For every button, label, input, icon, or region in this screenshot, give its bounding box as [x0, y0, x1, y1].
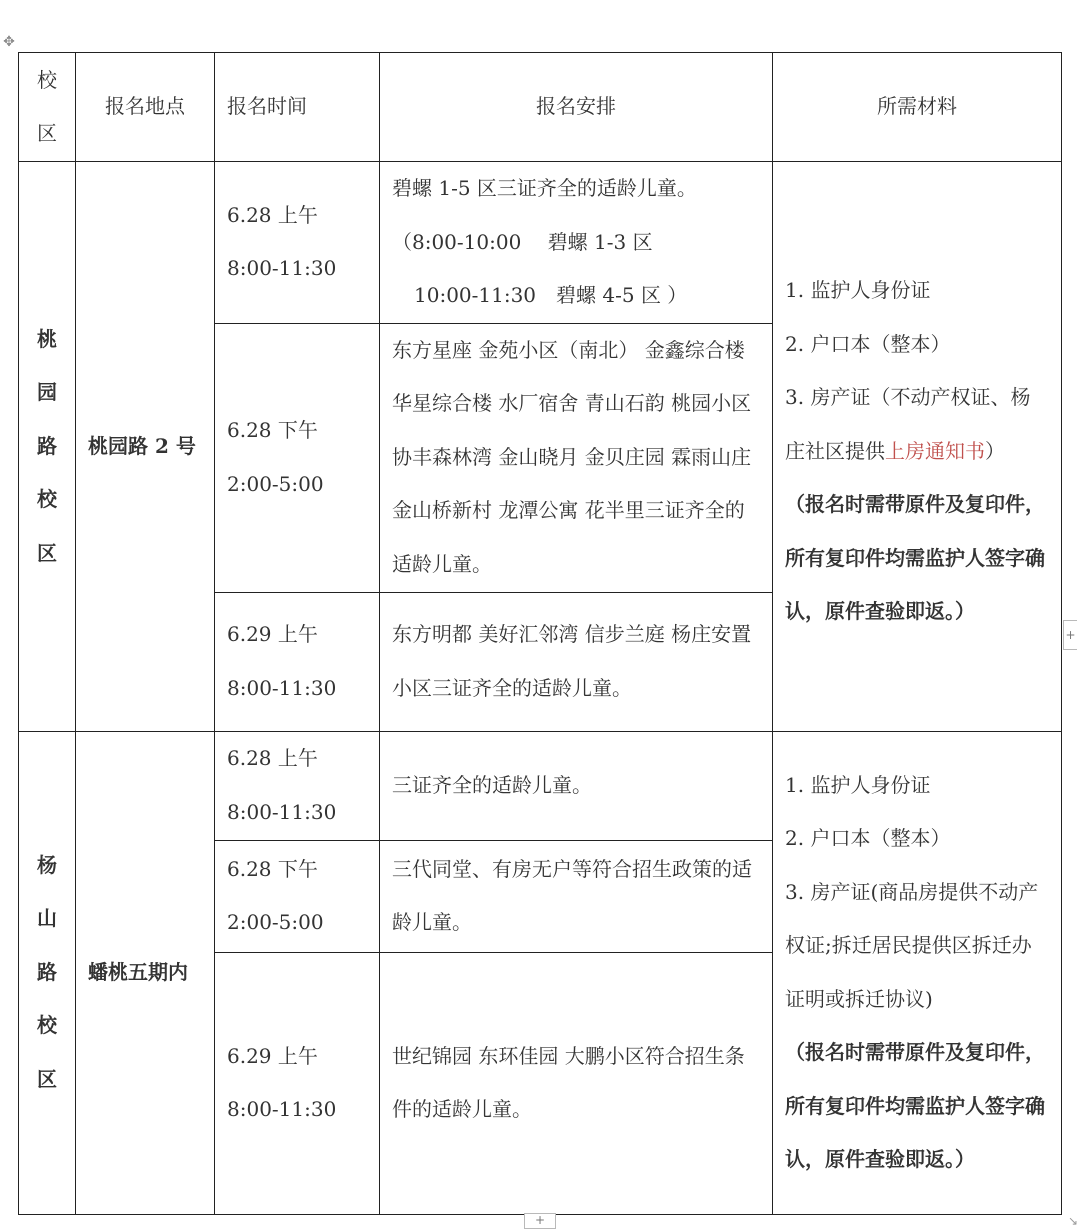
materials-taoyuan: 1. 监护人身份证 2. 户口本（整本） 3. 房产证（不动产权证、杨庄社区提供上房通知书） （报名时需带原件及复印件，所有复印件均需监护人签字确认，原件查验即返。）	[773, 162, 1062, 732]
campus-name-taoyuan: 桃 园 路 校 区	[19, 162, 76, 732]
session-arrangement: 东方星座 金苑小区（南北） 金鑫综合楼 华星综合楼 水厂宿舍 青山石韵 桃园小区 协丰森林湾 金山晓月 金贝庄园 霖雨山庄 金山桥新村 龙潭公寓 花半里三证齐全的适龄儿童。	[380, 323, 773, 592]
session-arrangement: 世纪锦园 东环佳园 大鹏小区符合招生条件的适龄儿童。	[380, 952, 773, 1214]
header-site: 报名地点	[76, 53, 215, 162]
header-time: 报名时间	[215, 53, 380, 162]
session-arrangement: 三代同堂、有房无户等符合招生政策的适龄儿童。	[380, 840, 773, 952]
campus-site-taoyuan: 桃园路 2 号	[76, 162, 215, 732]
session-time: 6.28 上午 8:00-11:30	[215, 731, 380, 840]
session-arrangement: 碧螺 1-5 区三证齐全的适龄儿童。 （8:00-10:00 碧螺 1-3 区 10:00-11:30 碧螺 4-5 区 ）	[380, 162, 773, 324]
session-time: 6.29 上午 8:00-11:30	[215, 952, 380, 1214]
table-row	[19, 731, 1062, 840]
header-row	[19, 53, 1062, 162]
campus-name-yangshan: 杨 山 路 校 区	[19, 731, 76, 1214]
enrollment-schedule-table	[18, 52, 1062, 1215]
table-row	[19, 162, 1062, 324]
add-column-button[interactable]: +	[1063, 620, 1077, 650]
header-arrangement: 报名安排	[380, 53, 773, 162]
header-materials: 所需材料	[773, 53, 1062, 162]
table-resize-icon[interactable]: ↘	[1067, 1214, 1078, 1228]
table-move-icon[interactable]: ✥	[3, 34, 15, 50]
session-time: 6.28 下午 2:00-5:00	[215, 323, 380, 592]
session-time: 6.28 上午 8:00-11:30	[215, 162, 380, 324]
materials-yangshan: 1. 监护人身份证 2. 户口本（整本） 3. 房产证(商品房提供不动产权证;拆迁居民提供区拆迁办证明或拆迁协议) （报名时需带原件及复印件，所有复印件均需监护人签字确认，原件查验即返。）	[773, 731, 1062, 1214]
campus-site-yangshan: 蟠桃五期内	[76, 731, 215, 1214]
session-arrangement: 东方明都 美好汇邻湾 信步兰庭 杨庄安置小区三证齐全的适龄儿童。	[380, 592, 773, 731]
session-arrangement: 三证齐全的适龄儿童。	[380, 731, 773, 840]
session-time: 6.29 上午 8:00-11:30	[215, 592, 380, 731]
session-time: 6.28 下午 2:00-5:00	[215, 840, 380, 952]
header-campus: 校 区	[19, 53, 76, 162]
add-row-button[interactable]: +	[524, 1213, 556, 1229]
